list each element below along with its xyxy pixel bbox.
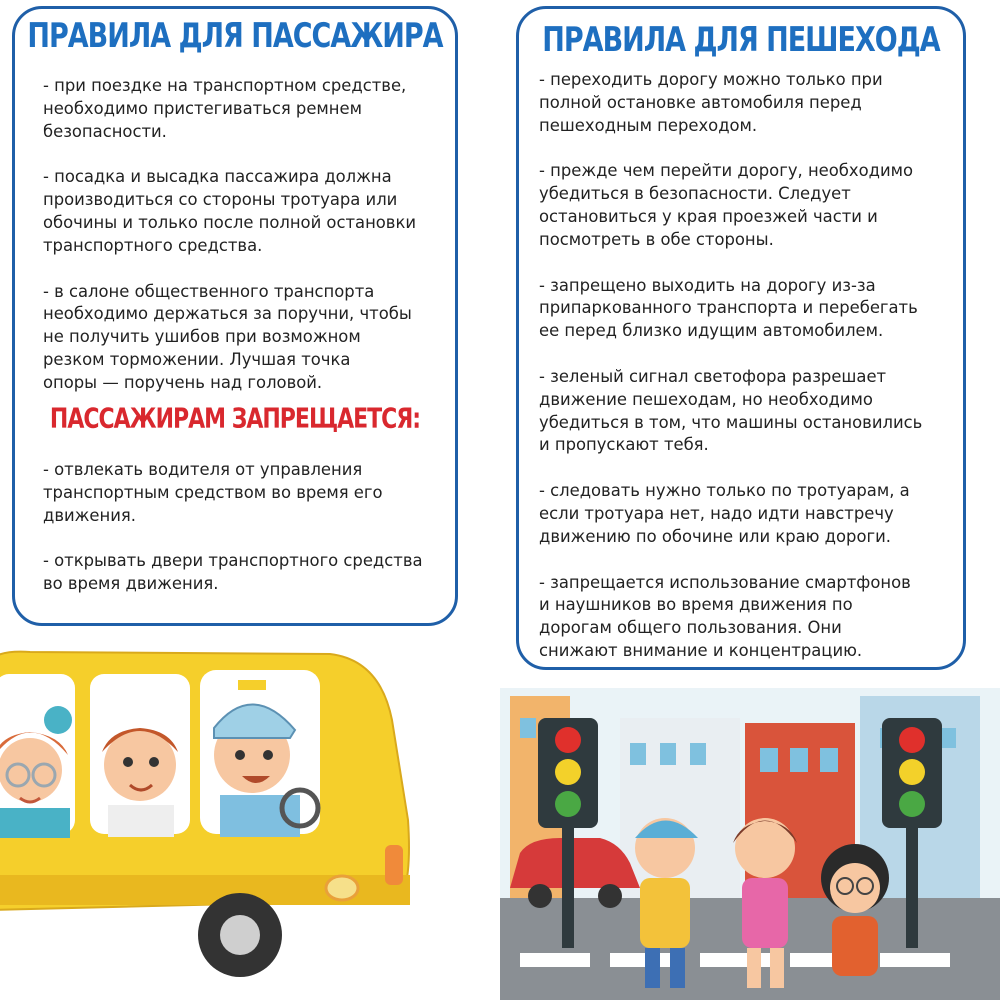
passenger-rule-1: - при поездке на транспортном средстве, необходимо пристегиваться ремнем безопасности. xyxy=(43,76,407,141)
passenger-rule-3: - в салоне общественного транспорта необходимо держаться за поручни, чтобы не получить ушибов при возможном резком торможении. Лучшая точка опоры — поручень над головой. xyxy=(43,281,412,392)
passenger-rules-list xyxy=(43,75,445,418)
pedestrian-rules-list xyxy=(539,69,953,686)
school-bus-illustration xyxy=(0,640,470,1000)
passenger-prohibited-list xyxy=(43,459,445,619)
street-scene-icon xyxy=(500,688,1000,1000)
pedestrian-rule-4: - зеленый сигнал светофора разрешает движение пешеходам, но необходимо убедиться в том, что машины остановились и пропускают тебя. xyxy=(539,366,923,455)
passenger-prohibited-title: ПАССАЖИРАМ ЗАПРЕЩАЕТСЯ: xyxy=(49,403,421,436)
pedestrian-rule-1: - переходить дорогу можно только при полной остановке автомобиля перед пешеходным переходом. xyxy=(539,70,883,135)
pedestrian-rule-3: - запрещено выходить на дорогу из-за припаркованного транспорта и перебегать ее перед близко идущим автомобилем. xyxy=(539,275,918,341)
passenger-rules-panel xyxy=(12,6,458,626)
pedestrian-rule-5: - следовать нужно только по тротуарам, а если тротуара нет, надо идти навстречу движению по обочине или краю дороги. xyxy=(539,481,910,546)
bus-icon xyxy=(0,640,470,1000)
pedestrian-rules-title: ПРАВИЛА ДЛЯ ПЕШЕХОДА xyxy=(542,21,940,60)
passenger-rule-2: - посадка и высадка пассажира должна производиться со стороны тротуара или обочины и только после полной остановки транспортного средства. xyxy=(43,167,417,255)
pedestrian-rule-6: - запрещается использование смартфонов и наушников во время движения по дорогам общего пользования. Они снижают внимание и концентрацию. xyxy=(539,572,911,660)
pedestrian-rule-2: - прежде чем перейти дорогу, необходимо убедиться в безопасности. Следует остановиться у края проезжей части и посмотреть в обе стороны. xyxy=(539,161,913,249)
passenger-prohibited-1: - отвлекать водителя от управления транспортным средством во время его движения. xyxy=(43,460,383,525)
passenger-prohibited-2: - открывать двери транспортного средства во время движения. xyxy=(43,551,423,594)
passenger-rules-title: ПРАВИЛА ДЛЯ ПАССАЖИРА xyxy=(27,17,443,56)
street-crossing-illustration xyxy=(500,688,1000,1000)
pedestrian-rules-panel xyxy=(516,6,966,670)
